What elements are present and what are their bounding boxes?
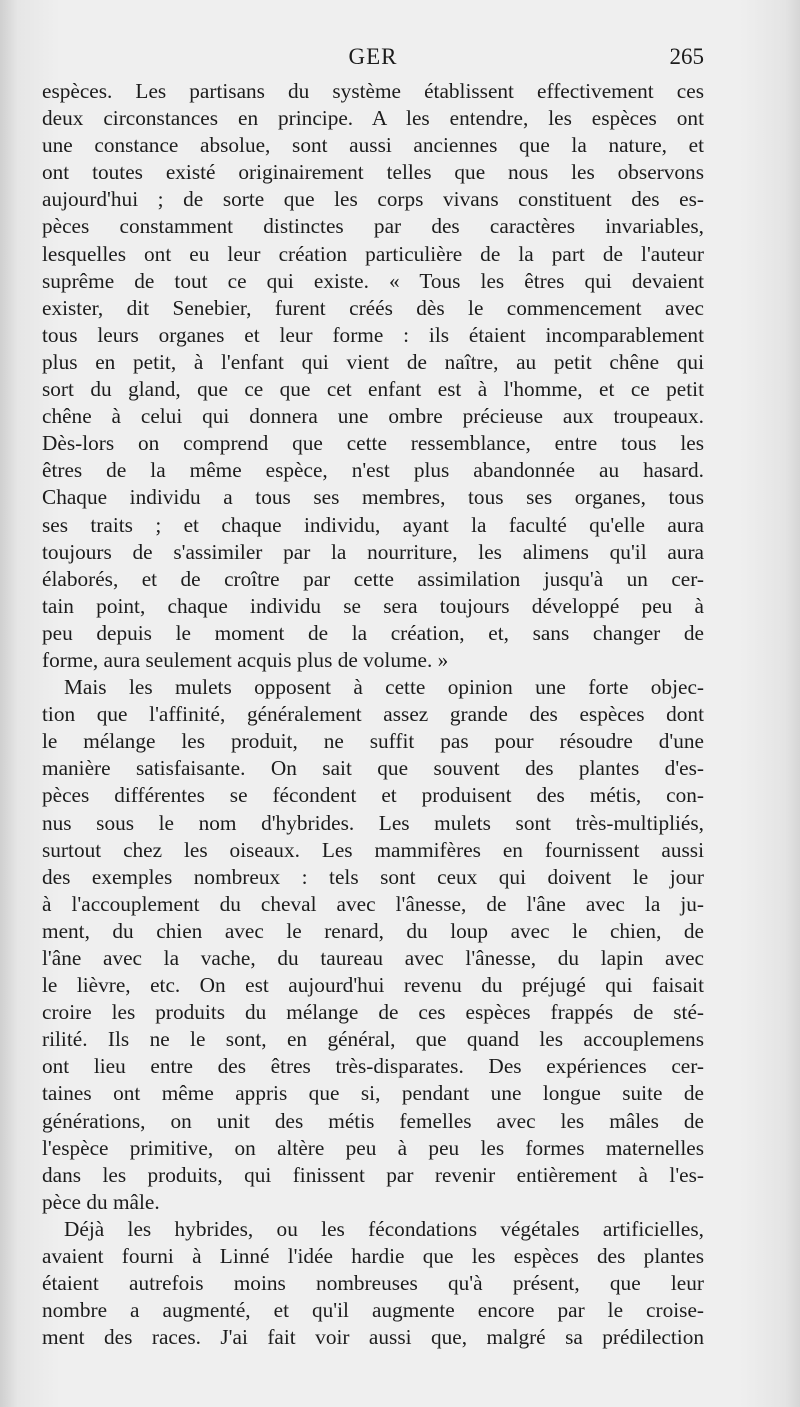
text-line: êtres de la même espèce, n'est plus abandonnée au hasard.: [42, 458, 704, 483]
text-line: plus en petit, à l'enfant qui vient de naître, au petit chêne qui: [42, 349, 704, 374]
text-line: Chaque individu a tous ses membres, tous ses organes, tous: [42, 485, 704, 510]
text-line: croire les produits du mélange de ces espèces frappés de sté-: [42, 1000, 704, 1025]
text-line: ont lieu entre des êtres très-disparates. Des expériences cer-: [42, 1054, 704, 1079]
text-line: forme, aura seulement acquis plus de volume. »: [42, 647, 449, 672]
text-line: toujours de s'assimiler par la nourriture, les alimens qu'il aura: [42, 539, 704, 564]
text-line: Déjà les hybrides, ou les fécondations végétales artificielles,: [64, 1216, 704, 1241]
text-line: espèces. Les partisans du système établissent effectivement ces: [42, 79, 704, 103]
text-line: deux circonstances en principe. A les entendre, les espèces ont: [42, 106, 704, 131]
text-line: ont toutes existé originairement telles que nous les observons: [42, 160, 704, 185]
text-line: aujourd'hui ; de sorte que les corps vivans constituent des es-: [42, 187, 704, 212]
text-line: l'âne avec la vache, du taureau avec l'ânesse, du lapin avec: [42, 946, 704, 970]
text-line: tion que l'affinité, généralement assez grande des espèces dont: [42, 702, 704, 727]
text-line: rilité. Ils ne le sont, en général, que quand les accouplemens: [42, 1027, 704, 1052]
paragraph: [42, 78, 704, 674]
text-line: manière satisfaisante. On sait que souvent des plantes d'es-: [42, 756, 704, 781]
text-line: une constance absolue, sont aussi anciennes que la nature, et: [42, 133, 704, 158]
text-line: tous leurs organes et leur forme : ils étaient incomparablement: [42, 322, 704, 347]
text-line: dans les produits, qui finissent par revenir entièrement à l'es-: [42, 1162, 704, 1187]
text-line: pèces constamment distinctes par des caractères invariables,: [42, 214, 704, 239]
text-line: avaient fourni à Linné l'idée hardie que les espèces des plantes: [42, 1244, 704, 1269]
text-line: étaient autrefois moins nombreuses qu'à présent, que leur: [42, 1271, 704, 1296]
text-line: l'espèce primitive, on altère peu à peu les formes maternelles: [42, 1135, 704, 1160]
text-line: exister, dit Senebier, furent créés dès le commencement avec: [42, 295, 704, 320]
paragraph: [42, 1216, 704, 1351]
text-line: taines ont même appris que si, pendant une longue suite de: [42, 1081, 704, 1106]
text-line: suprême de tout ce qui existe. « Tous les êtres qui devaient: [42, 268, 704, 293]
text-line: tain point, chaque individu se sera toujours développé peu à: [42, 593, 704, 618]
page-number: 265: [669, 44, 704, 69]
text-line: le mélange les produit, ne suffit pas pour résoudre d'une: [42, 729, 704, 754]
text-line: Mais les mulets opposent à cette opinion une forte objec-: [64, 675, 704, 700]
text-line: à l'accouplement du cheval avec l'ânesse, de l'âne avec la ju-: [42, 891, 704, 916]
text-line: élaborés, et de croître par cette assimilation jusqu'à un cer-: [42, 566, 704, 591]
text-line: nus sous le nom d'hybrides. Les mulets sont très-multipliés,: [42, 810, 704, 835]
text-line: le lièvre, etc. On est aujourd'hui revenu du préjugé qui faisait: [42, 973, 704, 998]
paragraph: [42, 674, 704, 1216]
text-line: ment, du chien avec le renard, du loup avec le chien, de: [42, 918, 704, 943]
text-line: sort du gland, que ce que cet enfant est à l'homme, et ce petit: [42, 377, 704, 402]
body-text: [42, 78, 704, 1351]
text-line: lesquelles ont eu leur création particulière de la part de l'auteur: [42, 241, 704, 266]
text-line: ment des races. J'ai fait voir aussi que, malgré sa prédilection: [42, 1325, 704, 1350]
text-line: pèces différentes se fécondent et produisent des métis, con-: [42, 783, 704, 808]
text-line: chêne à celui qui donnera une ombre précieuse aux troupeaux.: [42, 404, 704, 429]
text-line: ses traits ; et chaque individu, ayant la faculté qu'elle aura: [42, 512, 704, 537]
page-header: [42, 44, 704, 78]
text-line: générations, on unit des métis femelles avec les mâles de: [42, 1108, 704, 1133]
text-line: nombre a augmenté, et qu'il augmente encore par le croise-: [42, 1298, 704, 1323]
text-line: Dès-lors on comprend que cette ressemblance, entre tous les: [42, 431, 704, 456]
text-line: des exemples nombreux : tels sont ceux qui doivent le jour: [42, 864, 704, 889]
text-line: pèce du mâle.: [42, 1189, 160, 1214]
text-line: surtout chez les oiseaux. Les mammifères en fournissent aussi: [42, 837, 704, 862]
running-head: GER: [348, 44, 398, 69]
text-line: peu depuis le moment de la création, et, sans changer de: [42, 620, 704, 645]
